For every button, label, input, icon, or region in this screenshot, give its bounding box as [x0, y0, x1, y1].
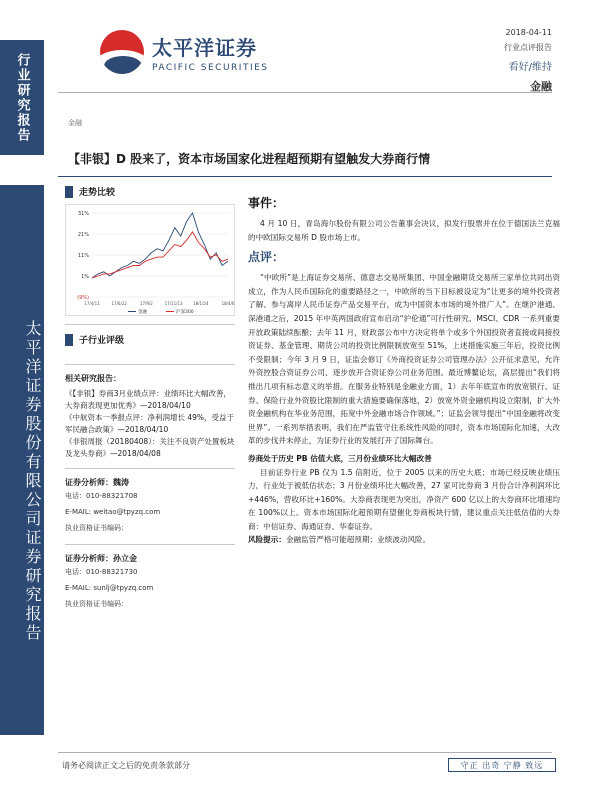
analyst-name: 证券分析师：孙立金	[65, 554, 137, 563]
event-text: 4 月 10 日，青岛海尔股份有限公司公告董事会决议，拟发行股票并在位于德国法兰克福的中欧国际交易所 D 股市场上市。	[248, 219, 560, 242]
title-divider	[58, 176, 552, 177]
analyst-cert: 执业资格证书编码：	[65, 600, 128, 608]
x-tick-label: 17/6/22	[111, 301, 127, 306]
breadcrumb: 金融	[68, 119, 82, 127]
related-report[interactable]: 《非银周报（20180408）：关注不良资产处置板块及龙头券商》—2018/04/08	[65, 437, 235, 458]
divider	[65, 364, 235, 365]
trend-heading	[65, 185, 235, 198]
related-reports	[65, 388, 235, 460]
logo-icon	[100, 30, 144, 74]
x-tick-label: 18/4/6	[221, 301, 235, 306]
y-tick-label: 1%	[81, 274, 89, 280]
logo-cn: 太平洋证券	[152, 35, 257, 60]
sidebar-report-type: 行业研究报告	[0, 40, 44, 155]
analyst-contact	[65, 564, 235, 612]
company-motto: 守正 出奇 宁静 致远	[448, 758, 556, 772]
risk-text: 金融监管严格可能超预期；业绩波动风险。	[285, 535, 431, 545]
risk-line	[248, 533, 560, 547]
right-column	[248, 190, 560, 547]
sidebar-company: 太平洋证券股份有限公司证券研究报告	[0, 185, 44, 735]
x-tick-label: 17/11/13	[164, 301, 183, 306]
divider	[65, 544, 235, 545]
analyst-email[interactable]: E-MAIL: sunlj@tpyzq.com	[65, 584, 154, 592]
comment-text: “中欧所”是上海证券交易所、德意志交易所集团、中国金融期货交易所三家单位共同出资成立，作为人民币国际化的重要路径之一，中欧所的当下目标被设定为“让更多的境外投资者了解、参与离岸人民币证券产品交易平台，成为中国资本市场的境外推广人”。在继沪港通、深港通之后，2015 年中英两国政府宣布启动“沪伦通”可行性研究、MSCI、CDR 一系列重要开放政策陆续酝酿；去年 11 月，财政部公布中方决定将单个或多个外国投资者直接或间接投资证券、基金管理、期货公司的投资比例限制放宽至 51%，上述措施实施三年后，投资比例不受限制；今年 3 月 9 日，证监会修订《外商投资证券公司管理办法》公开征求意见，允许外资控股合资证券公司、逐步放开合资证券公司业务范围。最近博鳌论坛，高层提出“我们将推出几项有标志意义的举措。在服务业特别是金融业方面，1）去年年底宣布的放宽银行、证券、保险行业外资股比限制的重大措施要确保落地，2）放宽外资金融机构设立限制，扩大外资金融机构在华业务范围，拓宽中外金融市场合作领域。”；证监会领导提出“中国金融将改变世界”。一系列举措表明，我们在严监管守住系统性风险的同时，资本市场国际化加速，大改革的步伐并未停止，为证券行业的发展打开了国际舞台。	[248, 273, 560, 446]
heading-bar	[65, 186, 73, 198]
related-report[interactable]: 《【非银】券商3月业绩点评：业绩环比大幅改善，大券商表现更加优秀》—2018/04/10	[65, 389, 232, 410]
y-tick-label: 31%	[77, 211, 89, 217]
report-type: 行业点评报告	[504, 43, 552, 52]
trend-chart	[65, 204, 235, 316]
trend-title: 走势比较	[79, 188, 116, 198]
left-column	[65, 185, 235, 612]
analyst-email[interactable]: E-MAIL: weitao@tpyzq.com	[65, 508, 161, 516]
series-line-0	[92, 213, 228, 278]
company-logo	[100, 30, 269, 74]
analyst-name: 证券分析师：魏涛	[65, 478, 129, 487]
event-title: 事件：	[248, 196, 285, 210]
sub-industry-title: 子行业评级	[79, 336, 125, 346]
sector: 金融	[530, 80, 552, 93]
event-body	[248, 217, 560, 244]
y-tick-label: 11%	[77, 253, 89, 259]
sidebar	[0, 0, 44, 792]
y-tick-label: (9%)	[77, 295, 89, 301]
trend-chart-svg	[66, 205, 236, 317]
legend-label: 沪深300	[176, 310, 194, 315]
divider	[65, 468, 235, 469]
divider	[65, 324, 235, 325]
report-meta	[504, 28, 552, 99]
sub-industry-heading	[65, 333, 235, 346]
x-tick-label: 17/4/11	[84, 301, 100, 306]
footer-divider	[58, 752, 552, 753]
analyst-cert: 执业资格证书编码：	[65, 524, 128, 532]
legend-label: 金融	[138, 310, 147, 315]
related-report[interactable]: 《中航资本一季报点评：净利润增长 49%，受益于军民融合政策》—2018/04/10	[65, 413, 235, 434]
report-date: 2018-04-11	[505, 28, 552, 37]
rebound-text: 目前证券行业 PB 仅为 1.5 倍附近，位于 2005 以来的历史大底；市场已经反映业绩压力，行业处于被低估状态；3 月份业绩环比大幅改善，27 家可比券商 3 月份合计净利润环比+446%，营收环比+160%。大券商表现更为突出，净资产 600 亿以上的大券商环比增速均在 100%以上。资本市场国际化超预期有望催化券商板块行情，建议重点关注低估值的大券商：中信证券、海通证券、华泰证券。	[248, 467, 560, 531]
heading-bar	[65, 334, 73, 346]
page-title: 【非银】D 股来了，资本市场国家化进程超预期有望触发大券商行情	[68, 152, 431, 166]
analyst-contact	[65, 488, 235, 536]
related-title: 相关研究报告：	[65, 374, 121, 383]
rating: 看好/维持	[508, 62, 552, 73]
rebound-title: 券商处于历史 PB 估值大底，三月份业绩环比大幅改善	[248, 453, 432, 463]
rebound-body	[248, 466, 560, 534]
y-tick-label: 21%	[77, 232, 89, 238]
analyst-phone: 电话：010-88321730	[65, 568, 138, 576]
comment-body	[248, 271, 560, 448]
disclaimer-note: 请务必阅读正文之后的免责条款部分	[62, 761, 190, 770]
risk-label: 风险提示：	[248, 535, 286, 545]
comment-title: 点评：	[248, 250, 285, 265]
x-tick-label: 18/1/24	[193, 301, 209, 306]
logo-en: PACIFIC SECURITIES	[152, 62, 269, 73]
header-divider	[58, 92, 552, 93]
x-tick-label: 17/9/2	[139, 301, 153, 306]
analyst-phone: 电话：010-88321708	[65, 492, 138, 500]
